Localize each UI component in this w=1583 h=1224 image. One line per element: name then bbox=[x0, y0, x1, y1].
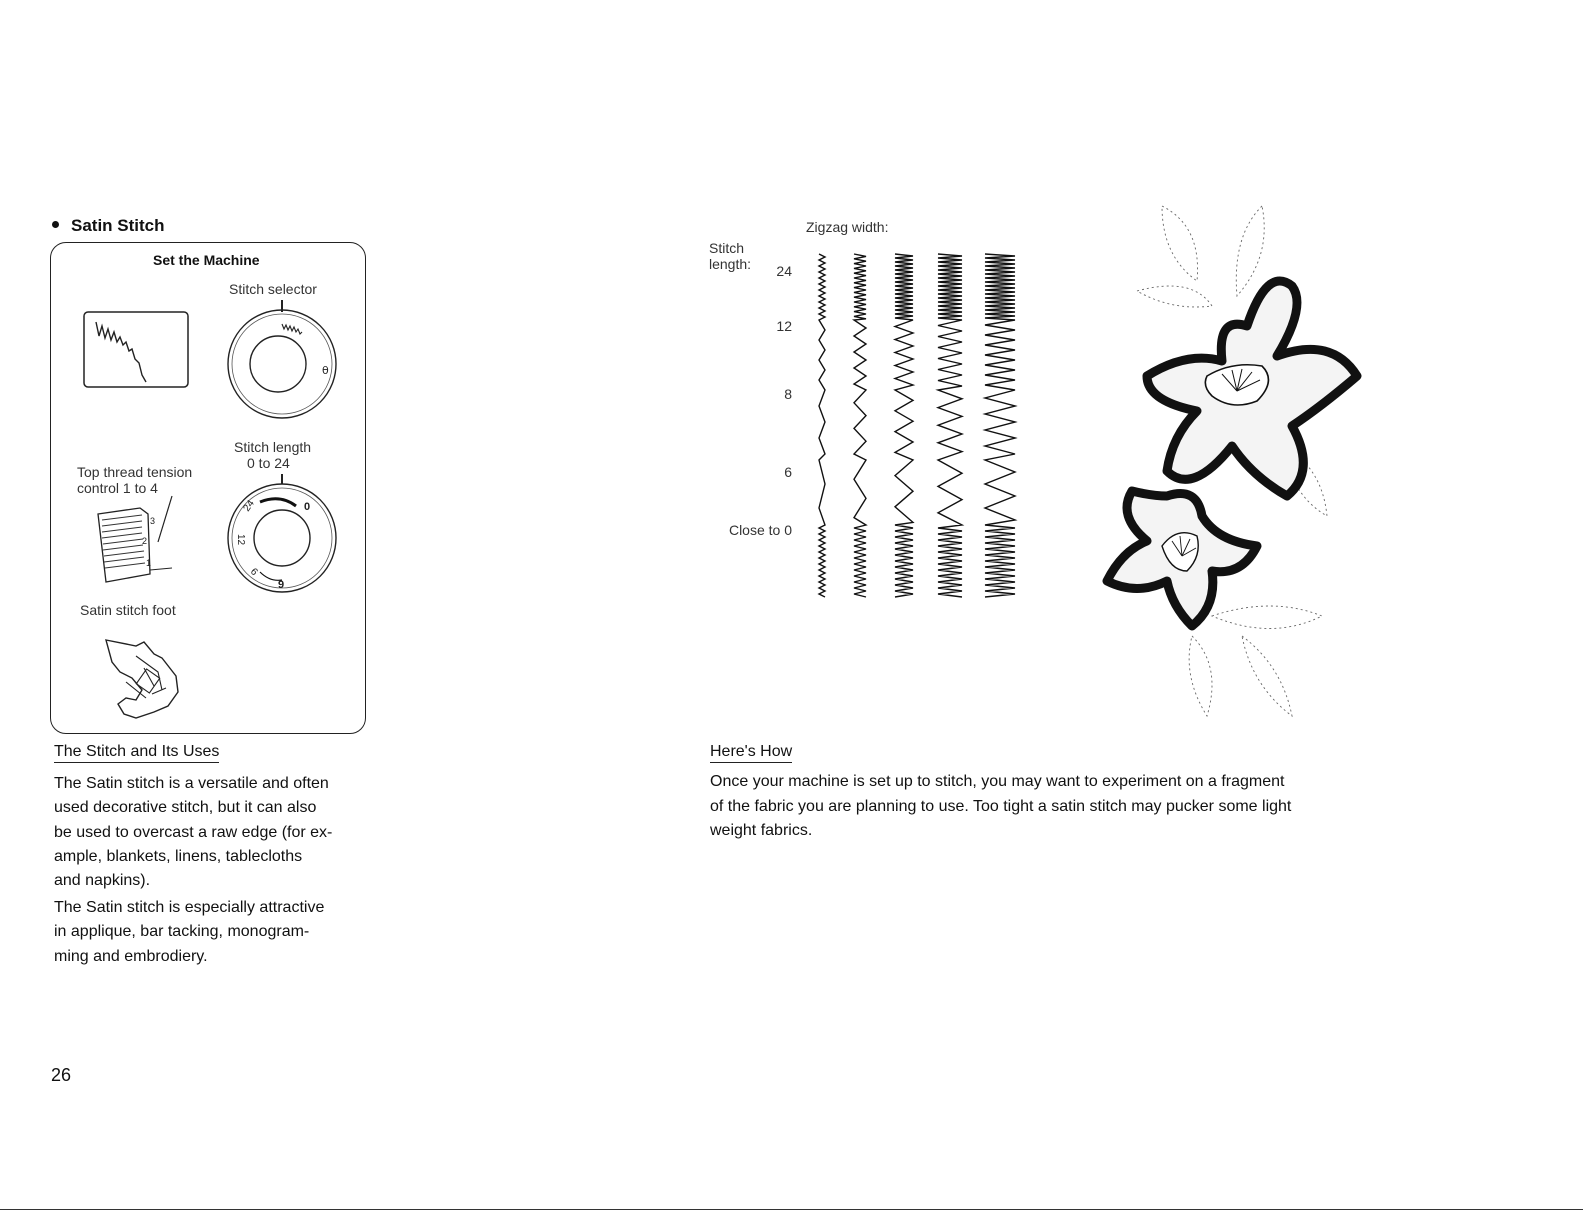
stitch-length-dial[interactable] bbox=[226, 472, 342, 596]
uses-p2-line: The Satin stitch is especially attractive bbox=[54, 899, 325, 916]
length-mark-9: 9 bbox=[278, 579, 285, 591]
section-title bbox=[52, 216, 165, 236]
satin-pattern-icon bbox=[96, 322, 146, 382]
page-number: 26 bbox=[51, 1065, 72, 1085]
satin-stitch-foot-illustration bbox=[96, 632, 192, 722]
tension-mark-3: 3 bbox=[150, 516, 156, 526]
zigzag-stitch-samples bbox=[800, 240, 1050, 610]
uses-p1-line: be used to overcast a raw edge (for ex- bbox=[54, 823, 333, 841]
how-line: Once your machine is set up to stitch, you may want to experiment on a fragment bbox=[710, 773, 1285, 790]
length-tick-close-to-0: Close to 0 bbox=[728, 522, 792, 538]
tension-label-line1: Top thread tension bbox=[77, 464, 193, 480]
page-bottom-rule bbox=[0, 1209, 1583, 1210]
uses-p1-line: and napkins). bbox=[54, 872, 151, 890]
length-mark-12: 12 bbox=[235, 534, 246, 546]
stitch-selector-label: Stitch selector bbox=[229, 281, 317, 297]
how-line: weight fabrics. bbox=[710, 822, 813, 839]
length-tick-8: 8 bbox=[784, 386, 792, 402]
section-title-text: Satin Stitch bbox=[71, 216, 165, 235]
uses-p1-line: ample, blankets, linens, tablecloths bbox=[54, 847, 303, 865]
length-mark-24: 24 bbox=[241, 498, 257, 514]
uses-p1-line: The Satin stitch is a versatile and often bbox=[54, 775, 329, 792]
zigzag-sample-column bbox=[854, 254, 866, 597]
stitch-length-range: 0 to 24 bbox=[247, 455, 290, 471]
stitch-length-axis-label bbox=[709, 240, 751, 272]
uses-p1-line: used decorative stitch, but it can also bbox=[54, 799, 317, 817]
zigzag-width-label: Zigzag width: bbox=[806, 219, 889, 235]
uses-heading: The Stitch and Its Uses bbox=[54, 743, 219, 763]
tension-mark-2: 2 bbox=[142, 536, 148, 546]
tension-mark-1: 1 bbox=[146, 558, 152, 568]
stitch-selector-dial[interactable] bbox=[226, 298, 342, 422]
how-heading: Here's How bbox=[710, 743, 792, 763]
panel-title: Set the Machine bbox=[153, 252, 260, 268]
uses-paragraph-2 bbox=[54, 896, 364, 969]
stitch-length-axis-line1: Stitch bbox=[709, 240, 745, 256]
length-tick-12: 12 bbox=[776, 318, 792, 334]
tension-label-line2: control 1 to 4 bbox=[77, 480, 158, 496]
zigzag-sample-column bbox=[895, 254, 913, 597]
how-line: of the fabric you are planning to use. Too tight a satin stitch may pucker some light bbox=[710, 797, 1292, 815]
uses-p2-line: ming and embrodiery. bbox=[54, 947, 208, 965]
selector-dial-mark: θ bbox=[322, 364, 329, 377]
length-mark-0: 0 bbox=[304, 501, 311, 513]
stitch-length-axis-line2: length: bbox=[709, 256, 752, 272]
length-tick-24: 24 bbox=[776, 263, 792, 279]
bullet-icon bbox=[52, 221, 59, 228]
length-tick-6: 6 bbox=[784, 464, 792, 480]
pattern-window-illustration bbox=[82, 310, 192, 390]
how-paragraph bbox=[710, 770, 1291, 844]
length-mark-6: 6 bbox=[247, 566, 260, 579]
stitch-length-label: Stitch length bbox=[234, 439, 312, 455]
zigzag-sample-column bbox=[938, 254, 962, 597]
tension-control-illustration[interactable] bbox=[92, 494, 182, 588]
uses-paragraph-1 bbox=[54, 772, 364, 893]
uses-p2-line: in applique, bar tacking, monogram- bbox=[54, 923, 310, 941]
satin-stitch-flower-illustration bbox=[1092, 196, 1382, 726]
satin-foot-label: Satin stitch foot bbox=[80, 602, 176, 618]
zigzag-sample-column bbox=[819, 254, 825, 597]
zigzag-sample-column bbox=[985, 254, 1015, 597]
